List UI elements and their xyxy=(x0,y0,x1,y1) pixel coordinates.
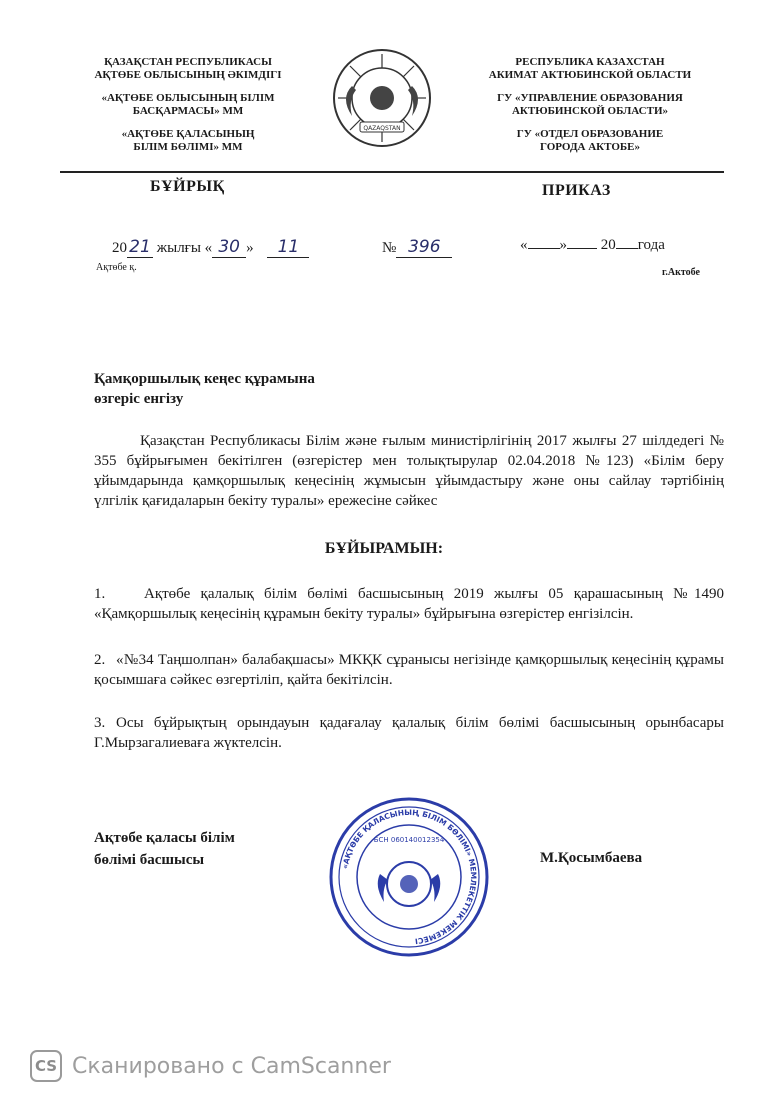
place-ru: г.Актобе xyxy=(662,267,700,278)
decree-heading: БҰЙЫРАМЫН: xyxy=(324,540,444,557)
camscanner-text: Сканировано с CamScanner xyxy=(72,1053,391,1079)
order-title-kz: БҰЙРЫҚ xyxy=(150,178,225,195)
order-item-1: 1. Ақтөбе қалалық білім бөлімі басшысының 2019 жылғы 05 қарашасының №1490 «Қамқоршылық кеңесінің құрамын бекіту туралы» бұйрығына өзгерістер енгізілсін. xyxy=(94,586,724,622)
state-emblem-icon xyxy=(330,46,434,150)
signatory-title: Ақтөбе қаласы білім бөлімі басшысы xyxy=(94,830,235,868)
header-right-department: ГУ «УПРАВЛЕНИЕ ОБРАЗОВАНИЯ АКТЮБИНСКОЙ ОБЛАСТИ» xyxy=(497,92,683,117)
order-number: № 396 xyxy=(382,237,452,258)
order-title-ru: ПРИКАЗ xyxy=(542,182,611,199)
handwritten-month: 11 xyxy=(267,237,309,258)
header-divider xyxy=(60,171,724,173)
camscanner-logo-icon: CS xyxy=(30,1050,62,1082)
header-right-ru xyxy=(460,56,720,164)
order-subject: Қамқоршылық кеңес құрамына өзгеріс енгізу xyxy=(94,371,315,407)
seal-bin: БСН 060140012354 xyxy=(373,836,445,844)
emblem-label: QAZAQSTAN xyxy=(363,125,401,132)
camscanner-watermark xyxy=(30,1049,391,1083)
header-right-authority: РЕСПУБЛИКА КАЗАХСТАН АКИМАТ АКТЮБИНСКОЙ ОБЛАСТИ xyxy=(488,56,692,81)
order-item-2: 2. «№34 Таңшолпан» балабақшасы» МКҚК сұранысы негізінде қамқоршылық кеңесінің құрамы қосымшаға сәйкес өзгертіліп, қайта бекітілсін. xyxy=(94,652,724,688)
signatory-name: М.Қосымбаева xyxy=(540,850,643,866)
header-left-city-department: «АҚТӨБЕ ҚАЛАСЫНЫҢ БІЛІМ БӨЛІМІ» ММ xyxy=(121,128,255,153)
header-left-authority: ҚАЗАҚСТАН РЕСПУБЛИКАСЫ АҚТӨБЕ ОБЛЫСЫНЫҢ ӘКІМДІГІ xyxy=(94,56,282,81)
handwritten-number: 396 xyxy=(396,237,452,258)
handwritten-year: 21 xyxy=(127,237,153,258)
handwritten-day: 30 xyxy=(212,237,246,258)
seal-ring-text: «АҚТӨБЕ ҚАЛАСЫНЫҢ БІЛІМ БӨЛІМІ» МЕМЛЕКЕТТІК МЕКЕМЕСІ xyxy=(340,807,479,946)
date-kz: 20 21 жылғы « 30 » 11 xyxy=(112,237,309,258)
place-kz: Ақтөбе қ. xyxy=(96,262,137,273)
header-right-city-department: ГУ «ОТДЕЛ ОБРАЗОВАНИЕ ГОРОДА АКТОБЕ» xyxy=(516,128,664,153)
header-left-department: «АҚТӨБЕ ОБЛЫСЫНЫҢ БІЛІМ БАСҚАРМАСЫ» ММ xyxy=(101,92,275,117)
official-seal-icon xyxy=(328,796,490,958)
date-ru: « » 20 года xyxy=(520,237,665,253)
header-left-kz xyxy=(68,56,308,164)
order-item-3: 3. Осы бұйрықтың орындауын қадағалау қалалық білім бөлімі басшысының орынбасары Г.Мырзагалиеваға жүктелсін. xyxy=(94,715,724,751)
preamble-paragraph: Қазақстан Республикасы Білім және ғылым министірлігінің 2017 жылғы 27 шілдедегі № 355 бұйрығымен бекітілген (өзгерістер мен толықтырулар 02.04.2018 №123) «Білім беру ұйымдарында қамқоршылық кеңесінің жұмысын ұйымдастыру және оны сайлау тәртібінің үлгілік қағидаларын бекіту туралы» ережесіне сәйкес xyxy=(94,433,724,509)
